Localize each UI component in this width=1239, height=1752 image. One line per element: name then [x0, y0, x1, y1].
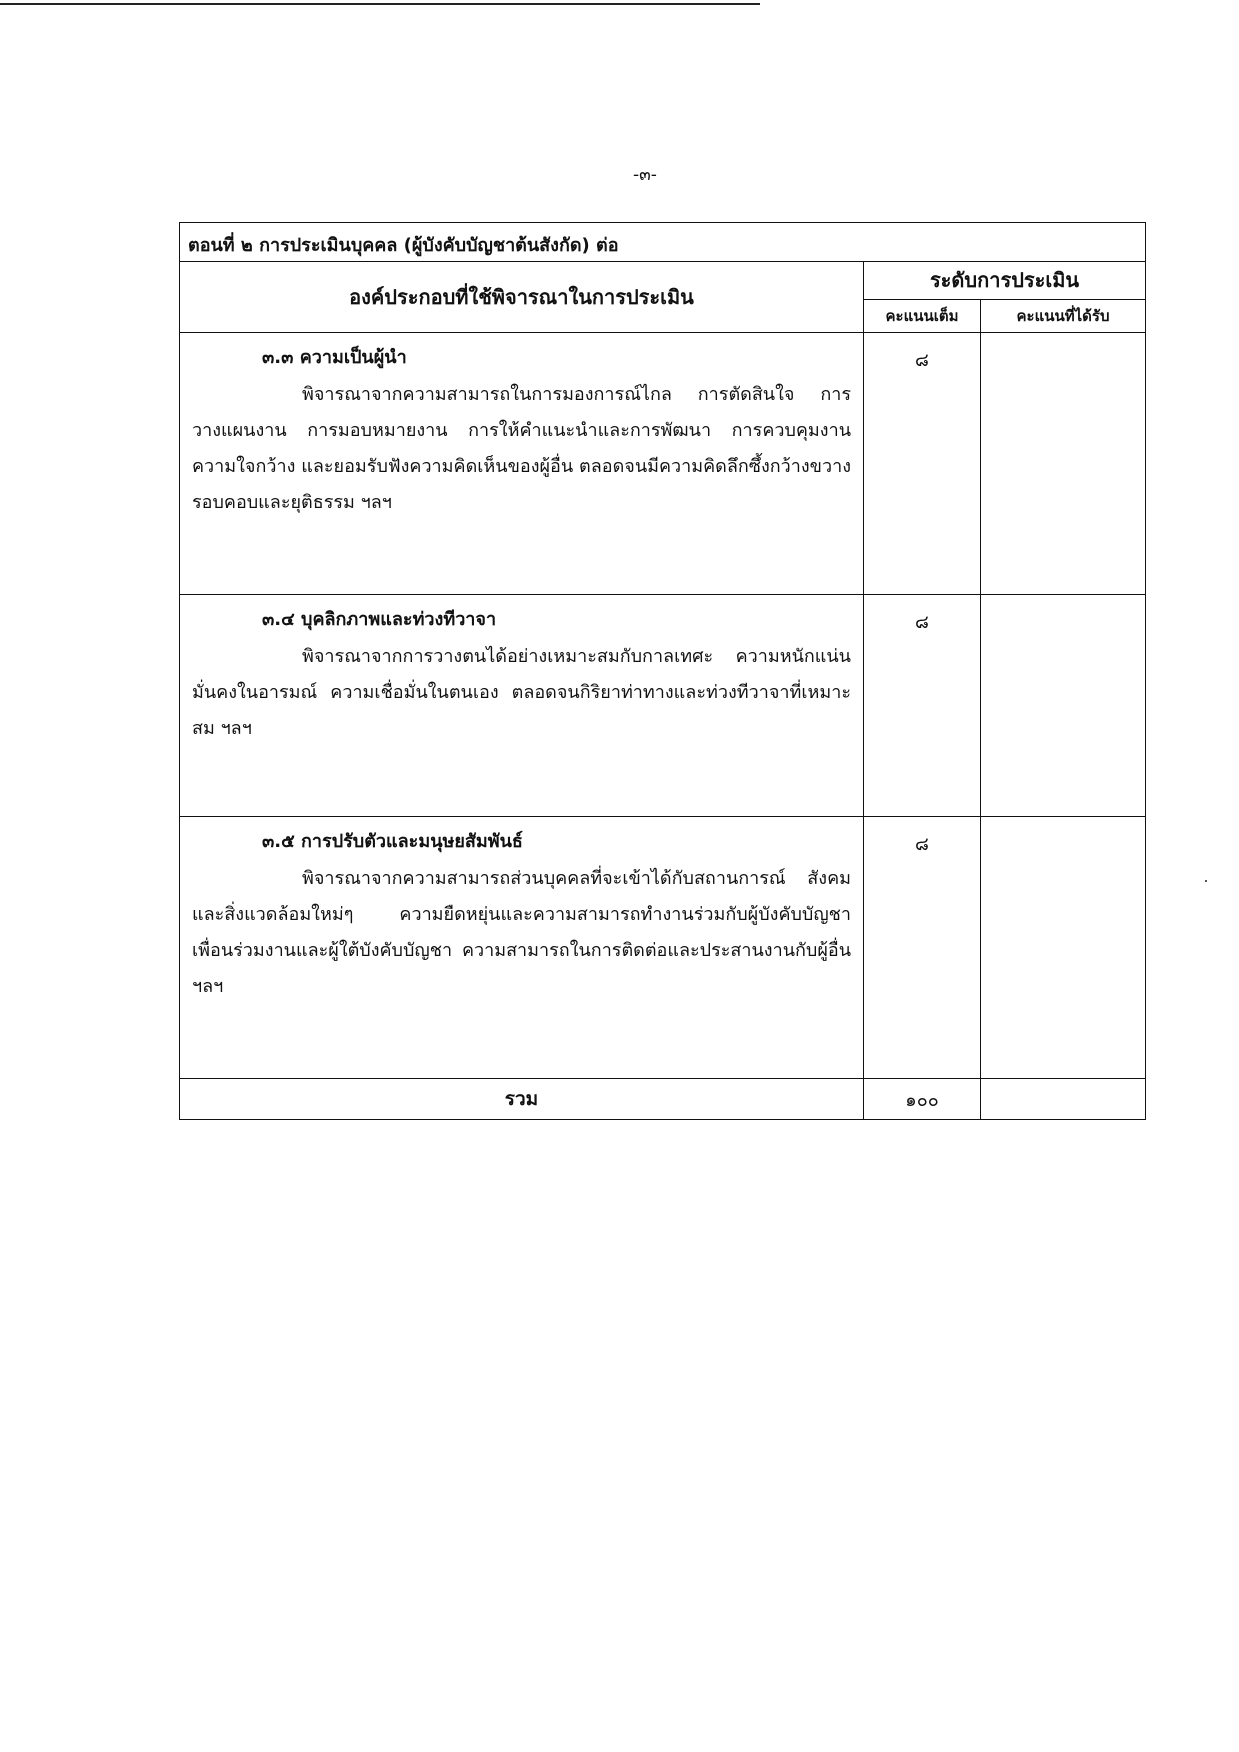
- full-score-cell: ๘: [864, 595, 981, 817]
- header-row: [180, 262, 1146, 300]
- criteria-row: [180, 595, 1146, 817]
- total-row: [180, 1079, 1146, 1120]
- criteria-title: ๓.๔ บุคลิกภาพและท่วงทีวาจา: [262, 609, 497, 630]
- received-score-cell[interactable]: [981, 595, 1146, 817]
- criteria-cell: [180, 333, 864, 595]
- full-score-cell: ๘: [864, 817, 981, 1079]
- criteria-title: ๓.๕ การปรับตัวและมนุษยสัมพันธ์: [262, 831, 523, 852]
- criteria-header: องค์ประกอบที่ใช้พิจารณาในการประเมิน: [180, 262, 864, 333]
- criteria-title: ๓.๓ ความเป็นผู้นำ: [262, 347, 407, 368]
- scan-speck: [1205, 880, 1207, 882]
- criteria-row: [180, 817, 1146, 1079]
- level-header: ระดับการประเมิน: [864, 262, 1146, 300]
- criteria-cell: [180, 595, 864, 817]
- full-score-cell: ๘: [864, 333, 981, 595]
- criteria-cell: [180, 817, 864, 1079]
- criteria-description: พิจารณาจากการวางตนได้อย่างเหมาะสมกับกาลเทศะ ความหนักแน่นมั่นคงในอารมณ์ ความเชื่อมั่นในตนเอง ตลอดจนกิริยาท่าทางและท่วงทีวาจาที่เหมาะสม ฯลฯ: [192, 646, 851, 739]
- evaluation-table: [179, 222, 1146, 1120]
- criteria-description: พิจารณาจากความสามารถส่วนบุคคลที่จะเข้าได้กับสถานการณ์ สังคม และสิ่งแวดล้อมใหม่ๆ ความยืดหยุ่นและความสามารถทำงานร่วมกับผู้บังคับบัญชา เพื่อนร่วมงานและผู้ใต้บังคับบัญชา ความสามารถในการติดต่อและประสานงานกับผู้อื่น ฯลฯ: [192, 868, 851, 997]
- criteria-description: พิจารณาจากความสามารถในการมองการณ์ไกล การตัดสินใจ การวางแผนงาน การมอบหมายงาน การให้คำแนะนำและการพัฒนา การควบคุมงาน ความใจกว้าง และยอมรับฟังความคิดเห็นของผู้อื่น ตลอดจนมีความคิดลึกซึ้งกว้างขวางรอบคอบและยุติธรรม ฯลฯ: [192, 384, 851, 513]
- section-title: ตอนที่ ๒ การประเมินบุคคล (ผู้บังคับบัญชาต้นสังกัด) ต่อ: [180, 223, 1146, 262]
- total-received-score[interactable]: [981, 1079, 1146, 1120]
- full-score-header: คะแนนเต็ม: [864, 299, 981, 332]
- received-score-header: คะแนนที่ได้รับ: [981, 299, 1146, 332]
- page-number: -๓-: [633, 165, 657, 185]
- scan-edge-line: [0, 3, 760, 5]
- received-score-cell[interactable]: [981, 817, 1146, 1079]
- total-full-score: ๑๐๐: [864, 1079, 981, 1120]
- criteria-row: [180, 333, 1146, 595]
- received-score-cell[interactable]: [981, 333, 1146, 595]
- total-label: รวม: [180, 1079, 864, 1120]
- section-title-row: [180, 223, 1146, 262]
